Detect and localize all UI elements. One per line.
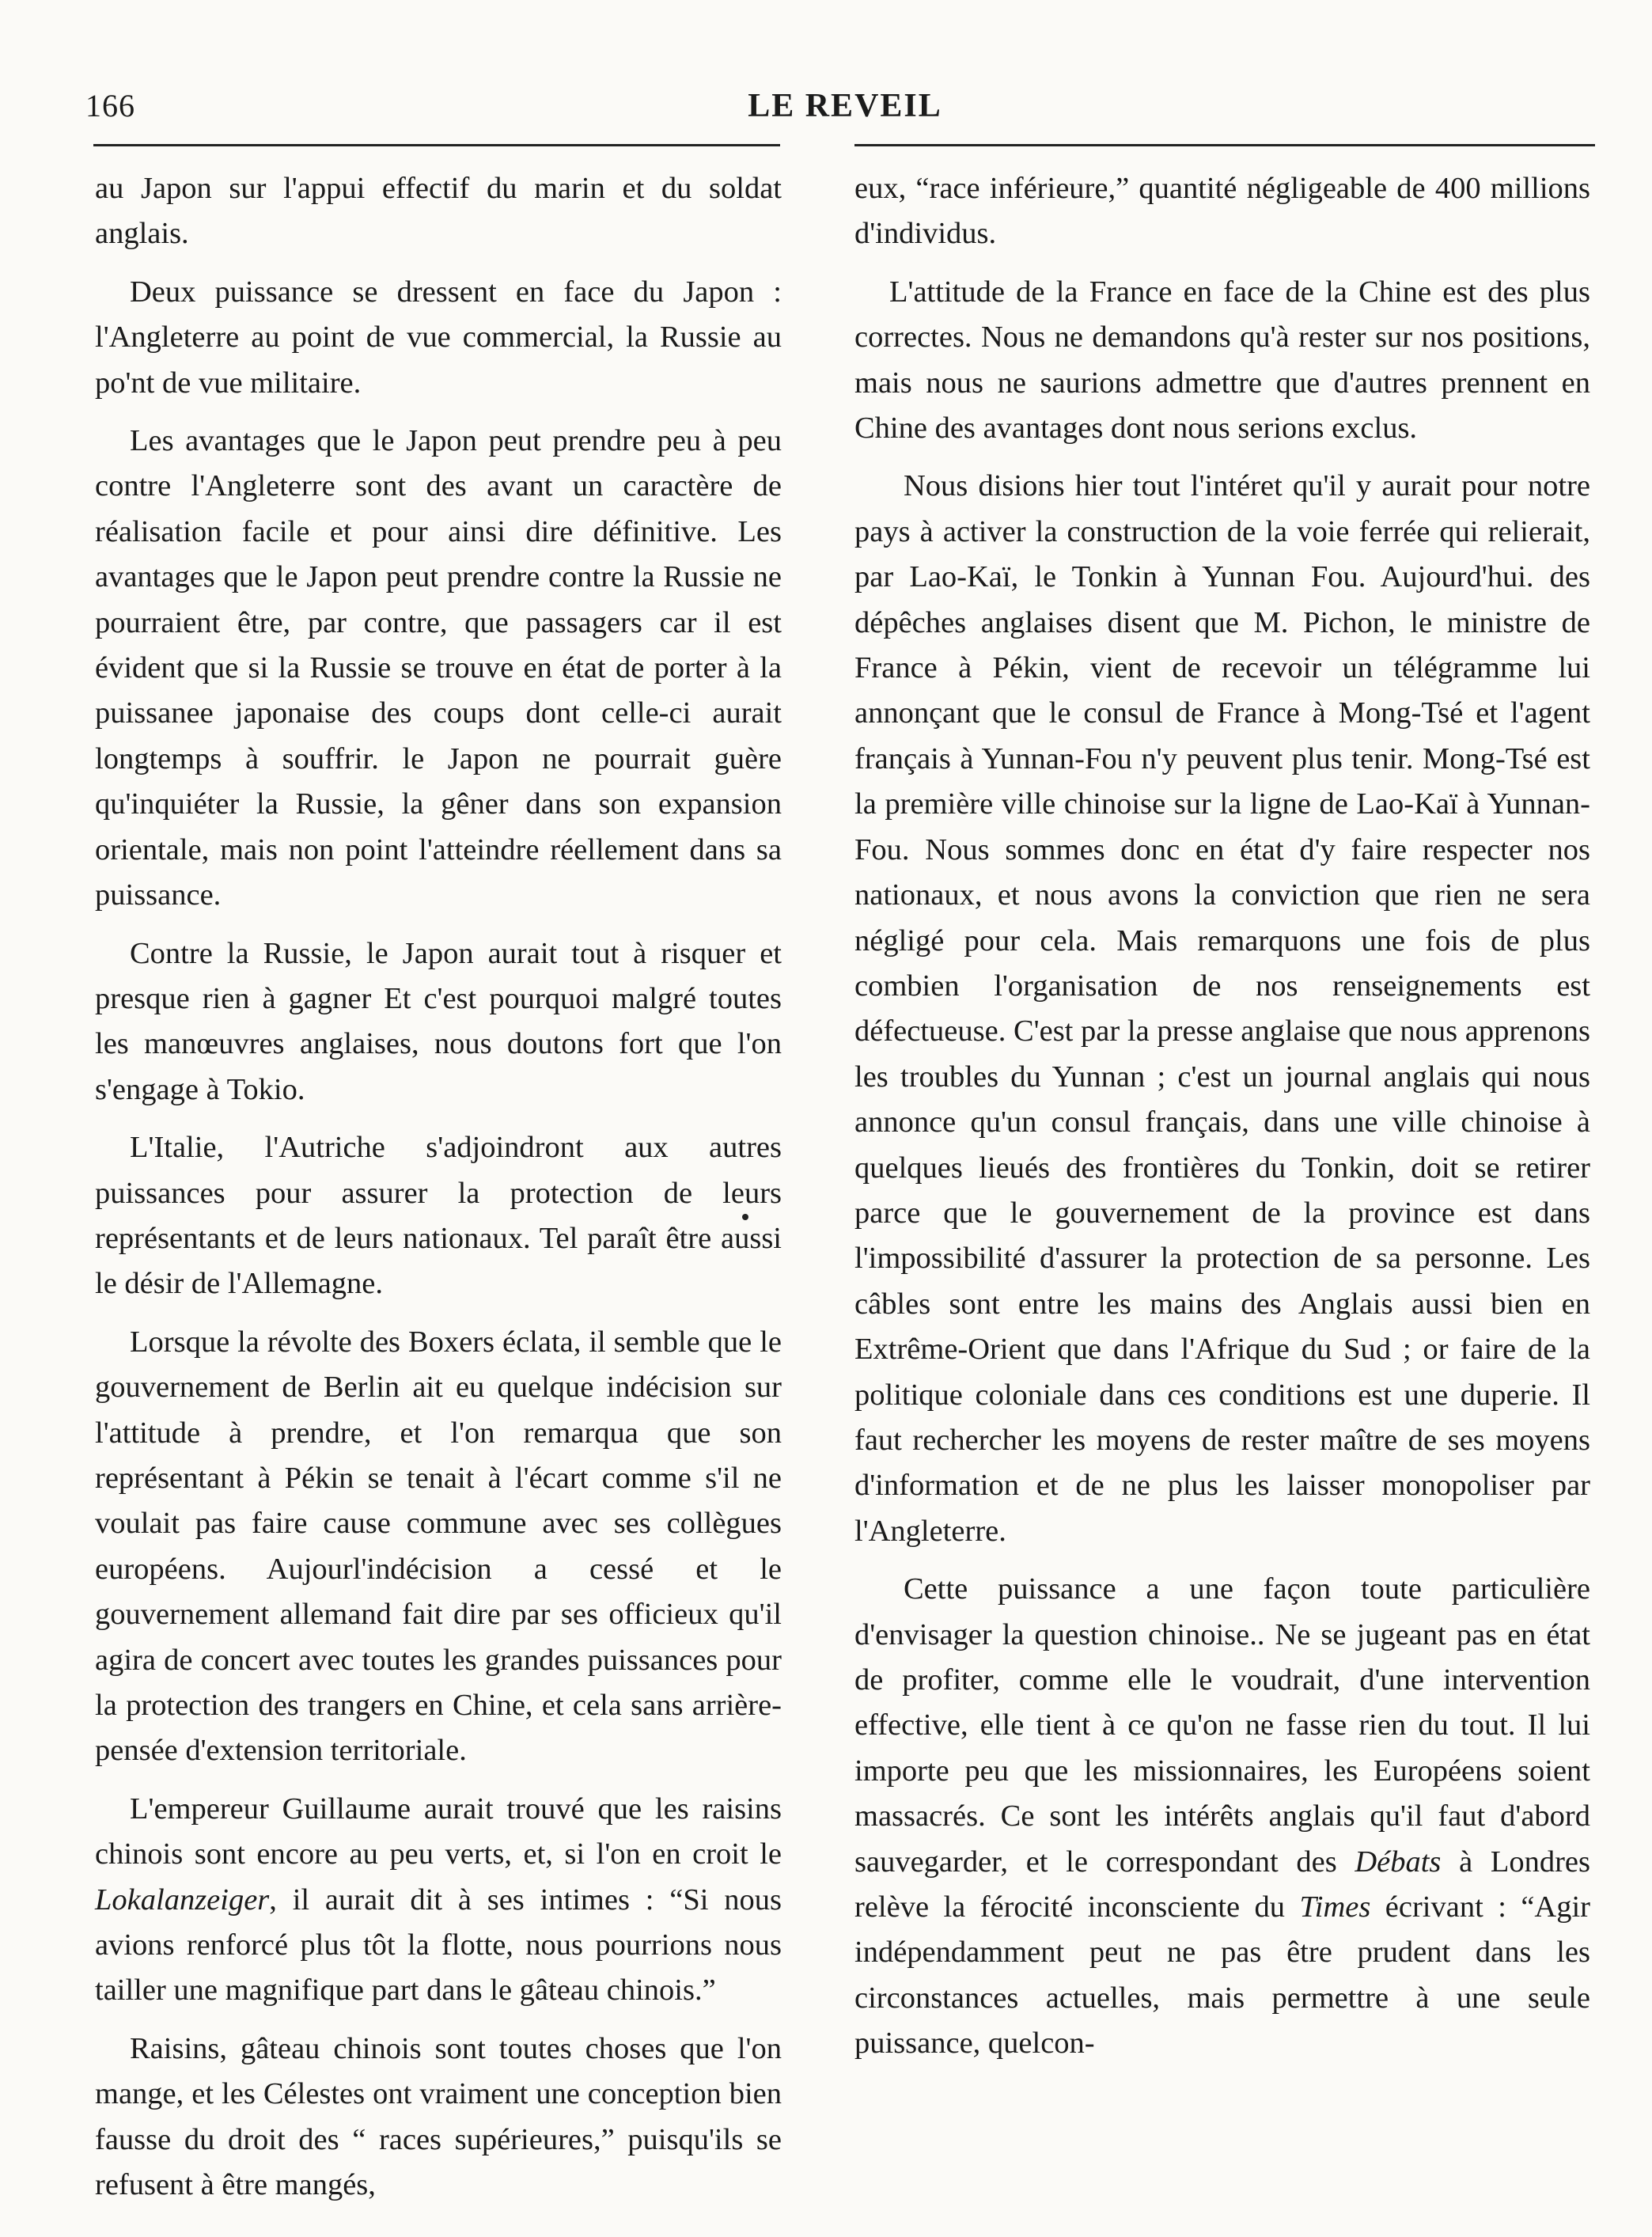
paragraph: Contre la Russie, le Japon aurait tout à risquer et presque rien à gagner Et c'est pourquoi malgré toutes les manœuvres anglaises, nous doutons fort que l'on s'engage à Tokio. xyxy=(95,936,782,1106)
left-column xyxy=(95,166,782,2220)
paragraph: Les avantages que le Japon peut prendre peu à peu contre l'Angleterre sont des avant un caractère de réalisation facile et pour ainsi dire définitive. Les avantages que le Japon peut prendre contre la Russie ne pourraient être, par contre, que passagers car il est évident que si la Russie se trouve en état de porter à la puissanee japonaise des coups dont celle-ci aurait longtemps à souffrir. le Japon ne pourrait guère qu'inquiéter la Russie, la gêner dans son expansion orientale, mais non point l'atteindre réellement dans sa puissance. xyxy=(95,424,782,912)
paragraph: Cette puissance a une façon toute particulière d'envisager la question chinoise.. Ne se jugeant pas en état de profiter, comme elle le voudrait, d'une intervention effective, elle tient à ce qu'on ne fasse rien du tout. Il lui importe peu que les missionnaires, les Européens soient massacrés. Ce sont les intérêts anglais qu'il faut d'abord sauvegarder, et le correspondant des Débats à Londres relève la férocité inconsciente du Times écrivant : “Agir indépendamment peut ne pas être prudent dans les circonstances actuelles, mais permettre à une seule puissance, quelcon- xyxy=(854,1572,1590,2061)
running-title: LE REVEIL xyxy=(748,88,942,124)
newspaper-title: Débats xyxy=(1355,1845,1442,1879)
paragraph: L'Italie, l'Autriche s'adjoindront aux autres puissances pour assurer la protection de leurs représentants et de leurs nationaux. Tel paraît être aussi le désir de l'Allemagne. xyxy=(95,1131,782,1301)
paragraph: eux, “race inférieure,” quantité négligeable de 400 millions d'individus. xyxy=(854,172,1590,251)
right-column xyxy=(854,166,1590,2080)
newspaper-title: Lokalanzeiger xyxy=(95,1882,270,1917)
paragraph: au Japon sur l'appui effectif du marin et du soldat anglais. xyxy=(95,172,782,251)
page-number: 166 xyxy=(85,88,135,123)
paragraph: Deux puissance se dressent en face du Japon : l'Angleterre au point de vue commercial, la Russie au po'nt de vue militaire. xyxy=(95,275,782,400)
newspaper-title: Times xyxy=(1299,1890,1371,1924)
paragraph: Nous disions hier tout l'intéret qu'il y aurait pour notre pays à activer la construction de la voie ferrée qui relierait, par Lao-Kaï, le Tonkin à Yunnan Fou. Aujourd'hui. des dépêches anglaises disent que M. Pichon, le ministre de France à Pékin, vient de recevoir un télégramme lui annonçant que le consul de France à Mong-Tsé et l'agent français à Yunnan-Fou n'y peuvent plus tenir. Mong-Tsé est la première ville chinoise sur la ligne de Lao-Kaï à Yunnan-Fou. Nous sommes donc en état d'y faire respecter nos nationaux, et nous avons la conviction que rien ne sera négligé pour cela. Mais remarquons une fois de plus combien l'organisation de nos renseignements est défectueuse. C'est par la presse anglaise que nous apprenons les troubles du Yunnan ; c'est un journal anglais qui nous annonce qu'un consul français, dans une ville chinoise à quelques lieués des frontières du Tonkin, doit se retirer parce que le gouvernement de la province est dans l'impossibilité d'assurer la protection de sa personne. Les câbles sont entre les mains des Anglais aussi bien en Extrême-Orient que dans l'Afrique du Sud ; or faire de la politique coloniale dans ces conditions est une duperie. Il faut rechercher les moyens de rester maître de ses moyens d'information et de ne plus les laisser monopoliser par l'Angleterre. xyxy=(854,469,1590,1548)
header-rule-left xyxy=(93,144,780,146)
paragraph: L'empereur Guillaume aurait trouvé que les raisins chinois sont encore au peu verts, et, si l'on en croit le Lokalanzeiger, il aurait dit à ses intimes : “Si nous avions renforcé plus tôt la flotte, nous pourrions nous tailler une magnifique part dans le gâteau chinois.” xyxy=(95,1791,782,2008)
print-speck xyxy=(742,1214,748,1220)
header-rule-right xyxy=(854,144,1595,146)
page-header xyxy=(85,87,1605,135)
paragraph: Raisins, gâteau chinois sont toutes choses que l'on mange, et les Célestes ont vraiment une conception bien fausse du droit des “ races supérieures,” puisqu'ils se refusent à être mangés, xyxy=(95,2031,782,2202)
paragraph: Lorsque la révolte des Boxers éclata, il semble que le gouvernement de Berlin ait eu quelque indécision sur l'attitude à prendre, et l'on remarqua que son représentant à Pékin se tenait à l'écart comme s'il ne voulait pas faire cause commune avec ses collègues européens. Aujourl'indécision a cessé et le gouvernement allemand fait dire par ses officieux qu'il agira de concert avec toutes les grandes puissances pour la protection des trangers en Chine, et cela sans arrière-pensée d'extension territoriale. xyxy=(95,1325,782,1768)
paragraph: L'attitude de la France en face de la Chine est des plus correctes. Nous ne demandons qu'à rester sur nos positions, mais nous ne saurions admettre que d'autres prennent en Chine des avantages dont nous serions exclus. xyxy=(854,275,1590,446)
